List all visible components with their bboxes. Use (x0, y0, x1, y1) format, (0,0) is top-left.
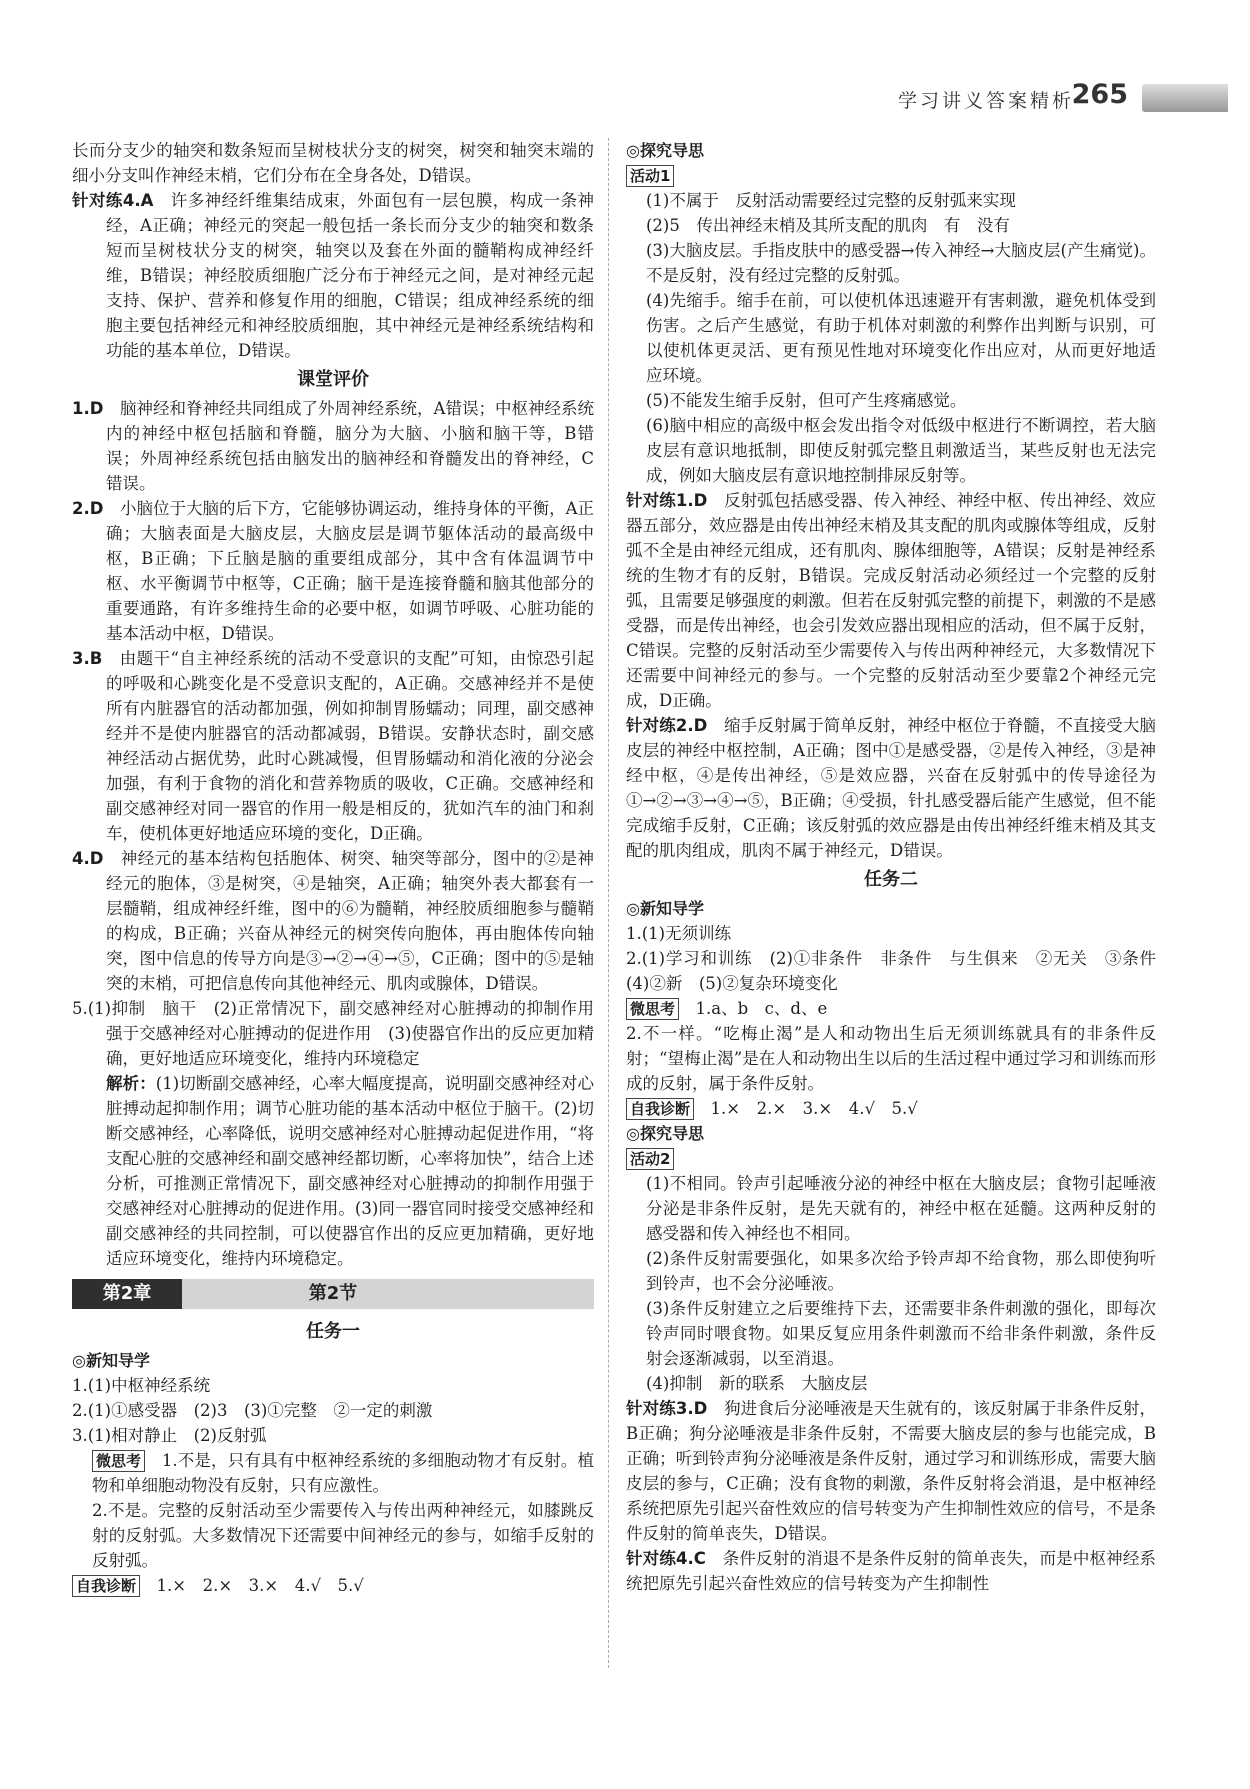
answer-line: (3)条件反射建立之后要维持下去，还需要非条件刺激的强化，即每次铃声同时喂食物。如果反复应用条件刺激而不给非条件刺激，条件反射会逐渐减弱，以至消退。 (646, 1299, 1156, 1368)
answer-line: 1.(1)无须训练 (626, 924, 732, 943)
subsection-title: ◎探究导思 (626, 1124, 704, 1143)
answer-label: 2.D (72, 499, 104, 518)
answer-text: 神经元的基本结构包括胞体、树突、轴突等部分，图中的②是神经元的胞体，③是树突，④是轴突，A正确；轴突外表大都套有一层髓鞘，组成神经纤维，图中的⑥为髓鞘，神经胶质细胞参与髓鞘的构成，B正确；兴奋从神经元的树突传向胞体，再由胞体传向轴突，图中信息的传导方向是③→②→④→⑤，C正确；图中的⑤是轴突的末梢，可把信息传向其他神经元、肌肉或腺体，D错误。 (106, 849, 595, 993)
self-check-text: 1.× 2.× 3.× 4.√ 5.√ (156, 1576, 364, 1595)
self-check (72, 1573, 594, 1598)
analysis-label: 解析： (106, 1074, 156, 1093)
answer-text: 狗进食后分泌唾液是天生就有的，该反射属于非条件反射，B正确；狗分泌唾液是非条件反射，不需要大脑皮层的参与也能完成，B正确；听到铃声狗分泌唾液是条件反射，通过学习和训练形成，需要大脑皮层的参与，C正确；没有食物的刺激，条件反射将会消退，是中枢神经系统把原先引起兴奋性效应的信号转变为产生抑制性效应的信号，不是条件反射的简单丧失，D错误。 (626, 1399, 1157, 1543)
answer-line: (4)抑制 新的联系 大脑皮层 (646, 1374, 868, 1393)
subsection-title: ◎探究导思 (626, 141, 704, 160)
answer-label: 4.D (72, 849, 104, 868)
think-block (72, 1448, 594, 1498)
answer-text: 缩手反射属于简单反射，神经中枢位于脊髓，不直接受大脑皮层的神经中枢控制，A正确；图中①是感受器，②是传入神经，③是神经中枢，④是传出神经，⑤是效应器，兴奋在反射弧中的传导途径为①→②→③→④→⑤，B正确；④受损，针扎感受器后能产生感觉，但不能完成缩手反射，C正确；该反射弧的效应器是由传出神经纤维末梢及其支配的肌肉组成，肌肉不属于神经元，D错误。 (626, 716, 1157, 860)
chapter-label: 第2章 (72, 1279, 182, 1309)
right-column (626, 138, 1173, 1596)
task-heading: 任务二 (864, 869, 918, 890)
answer-line: (4)先缩手。缩手在前，可以使机体迅速避开有害刺激，避免机体受到伤害。之后产生感觉，有助于机体对刺激的利弊作出判断与识别，可以使机体更灵活、更有预见性地对环境变化作出应对，从而更好地适应环境。 (646, 291, 1156, 385)
answer-text: 许多神经纤维集结成束，外面包有一层包膜，构成一条神经，A正确；神经元的突起一般包括一条长而分支少的轴突和数条短而呈树枝状分支的树突，轴突以及套在外面的髓鞘构成神经纤维，B错误；神经胶质细胞广泛分布于神经元之间，是对神经元起支持、保护、营养和修复作用的细胞，C错误；组成神经系统的细胞主要包括神经元和神经胶质细胞，其中神经元是神经系统结构和功能的基本单位，D错误。 (106, 191, 595, 360)
column-divider (608, 138, 609, 1668)
answer-line: (6)脑中相应的高级中枢会发出指令对低级中枢进行不断调控，若大脑皮层有意识地抵制，即使反射弧完整且刺激适当，某些反射也无法完成，例如大脑皮层有意识地控制排尿反射等。 (646, 416, 1156, 485)
answer-line: (2)条件反射需要强化，如果多次给予铃声却不给食物，那么即使狗听到铃声，也不会分泌唾液。 (646, 1249, 1156, 1293)
answer-text: 条件反射的消退不是条件反射的简单丧失，而是中枢神经系统把原先引起兴奋性效应的信号转变为产生抑制性 (626, 1549, 1157, 1593)
think-text: 1.a、b c、d、e (695, 999, 828, 1018)
answer-line: 3.(1)相对静止 (2)反射弧 (72, 1426, 267, 1445)
answer-line: (3)大脑皮层。手指皮肤中的感受器→传入神经→大脑皮层(产生痛觉)。不是反射，没有经过完整的反射弧。 (646, 241, 1156, 285)
paragraph: 长而分支少的轴突和数条短而呈树枝状分支的树突，树突和轴突末端的细小分支叫作神经末梢，它们分布在全身各处，D错误。 (72, 141, 594, 185)
practice-answer (72, 188, 594, 363)
task-heading: 任务一 (306, 1321, 360, 1342)
self-check-label: 自我诊断 (626, 1098, 694, 1120)
answer-text: 反射弧包括感受器、传入神经、神经中枢、传出神经、效应器五部分，效应器是由传出神经末梢及其支配的肌肉或腺体等组成，反射弧不全是由神经元组成，还有肌肉、腺体细胞等，A错误；反射是神经系统的生物才有的反射，B错误。完成反射活动必须经过一个完整的反射弧，且需要足够强度的刺激。但若在反射弧完整的前提下，刺激的不是感受器，而是传出神经，也会引发效应器出现相应的活动，但不属于反射，C错误。完整的反射活动至少需要传入与传出两种神经元，大多数情况下还需要中间神经元的参与。一个完整的反射活动至少要靠2个神经元完成，D正确。 (626, 491, 1157, 710)
page-number: 265 (1071, 79, 1128, 110)
answer-line: (2)5 传出神经末梢及其所支配的肌肉 有 没有 (646, 216, 1010, 235)
answer-text: 小脑位于大脑的后下方，它能够协调运动，维持身体的平衡，A正确；大脑表面是大脑皮层，大脑皮层是调节躯体活动的最高级中枢，B正确；下丘脑是脑的重要组成部分，其中含有体温调节中枢、水平衡调节中枢等，C正确；脑干是连接脊髓和脑其他部分的重要通路，有许多维持生命的必要中枢，如调节呼吸、心脏功能的基本活动中枢，D错误。 (106, 499, 595, 643)
think-label: 微思考 (92, 1450, 145, 1472)
activity-label-line (626, 163, 1156, 188)
activity-label: 活动1 (626, 165, 674, 187)
question-answer (72, 396, 594, 496)
self-check-label: 自我诊断 (72, 1575, 140, 1597)
subsection-title: ◎新知导学 (72, 1351, 150, 1370)
analysis (72, 1071, 594, 1271)
answer-line: 2.(1)①感受器 (2)3 (3)①完整 ②一定的刺激 (72, 1401, 433, 1420)
answer-line: 2.(1)学习和训练 (2)①非条件 非条件 与生俱来 ②无关 ③条件 (4)②新 (5)②复杂环境变化 (626, 949, 1173, 993)
answer-line: (1)不属于 反射活动需要经过完整的反射弧来实现 (646, 191, 1016, 210)
practice-answer (626, 488, 1156, 713)
practice-answer (626, 1546, 1156, 1596)
answer-label: 针对练4.A (72, 191, 154, 210)
answer-label: 针对练1.D (626, 491, 708, 510)
header-tab-decoration (1142, 84, 1228, 112)
section-heading: 课堂评价 (297, 369, 369, 390)
think-text: 1.不是，只有具有中枢神经系统的多细胞动物才有反射。植物和单细胞动物没有反射，只有应激性。 (92, 1451, 595, 1495)
practice-answer (626, 713, 1156, 863)
answer-text: 脑神经和脊神经共同组成了外周神经系统，A错误；中枢神经系统内的神经中枢包括脑和脊髓，脑分为大脑、小脑和脑干等，B错误；外周神经系统包括由脑发出的脑神经和脊髓发出的脊神经，C错误。 (106, 399, 595, 493)
answer-label: 1.D (72, 399, 104, 418)
question-answer: 5.(1)抑制 脑干 (2)正常情况下，副交感神经对心脏搏动的抑制作用强于交感神经对心脏搏动的促进作用 (3)使器官作出的反应更加精确，更好地适应环境变化，维持内环境稳定 (72, 999, 594, 1068)
answer-text: 由题干“自主神经系统的活动不受意识的支配”可知，由惊恐引起的呼吸和心跳变化是不受意识支配的，A正确。交感神经并不是使所有内脏器官的活动都加强，例如抑制胃肠蠕动；同理，副交感神经并不是使内脏器官的活动都减弱，B错误。安静状态时，副交感神经活动占据优势，此时心跳减慢，但胃肠蠕动和消化液的分泌会加强，有利于食物的消化和营养物质的吸收，C正确。交感神经和副交感神经对同一器官的作用一般是相反的，犹如汽车的油门和刹车，使机体更好地适应环境的变化，D正确。 (106, 649, 595, 843)
activity-label-line (626, 1146, 1156, 1171)
answer-line: (1)不相同。铃声引起唾液分泌的神经中枢在大脑皮层；食物引起唾液分泌是非条件反射，是先天就有的，神经中枢在延髓。这两种反射的感受器和传入神经也不相同。 (646, 1174, 1156, 1243)
question-answer (72, 496, 594, 646)
analysis-text: (1)切断副交感神经，心率大幅度提高，说明副交感神经对心脏搏动起抑制作用；调节心脏功能的基本活动中枢位于脑干。(2)切断交感神经，心率降低，说明交感神经对心脏搏动起促进作用，“将支配心脏的交感神经和副交感神经都切断，心率将加快”，结合上述分析，可推测正常情况下，副交感神经对心脏搏动的抑制作用强于交感神经对心脏搏动的促进作用。(3)同一器官同时接受交感神经和副交感神经的共同控制，可以使器官作出的反应更加精确，更好地适应环境变化，维持内环境稳定。 (106, 1074, 594, 1268)
section-label: 第2节 (308, 1283, 358, 1304)
activity-label: 活动2 (626, 1148, 674, 1170)
answer-label: 针对练4.C (626, 1549, 706, 1568)
question-answer (72, 846, 594, 996)
left-column (72, 138, 594, 1598)
self-check-text: 1.× 2.× 3.× 4.√ 5.√ (710, 1099, 918, 1118)
think-block (626, 996, 1156, 1021)
chapter-banner (72, 1279, 594, 1309)
think-text: 2.不一样。“吃梅止渴”是人和动物出生后无须训练就具有的非条件反射；“望梅止渴”是在人和动物出生以后的生活过程中通过学习和训练而形成的反射，属于条件反射。 (626, 1024, 1156, 1093)
think-label: 微思考 (626, 998, 679, 1020)
answer-line: (5)不能发生缩手反射，但可产生疼痛感觉。 (646, 391, 967, 410)
think-text: 2.不是。完整的反射活动至少需要传入与传出两种神经元，如膝跳反射的反射弧。大多数情况下还需要中间神经元的参与，如缩手反射的反射弧。 (92, 1501, 594, 1570)
question-answer (72, 646, 594, 846)
header-title: 学习讲义答案精析 (897, 90, 1074, 112)
answer-label: 针对练3.D (626, 1399, 708, 1418)
page-header (0, 70, 1250, 120)
answer-label: 3.B (72, 649, 103, 668)
answer-line: 1.(1)中枢神经系统 (72, 1376, 211, 1395)
answer-label: 针对练2.D (626, 716, 708, 735)
self-check (626, 1096, 1156, 1121)
practice-answer (626, 1396, 1156, 1546)
subsection-title: ◎新知导学 (626, 899, 704, 918)
